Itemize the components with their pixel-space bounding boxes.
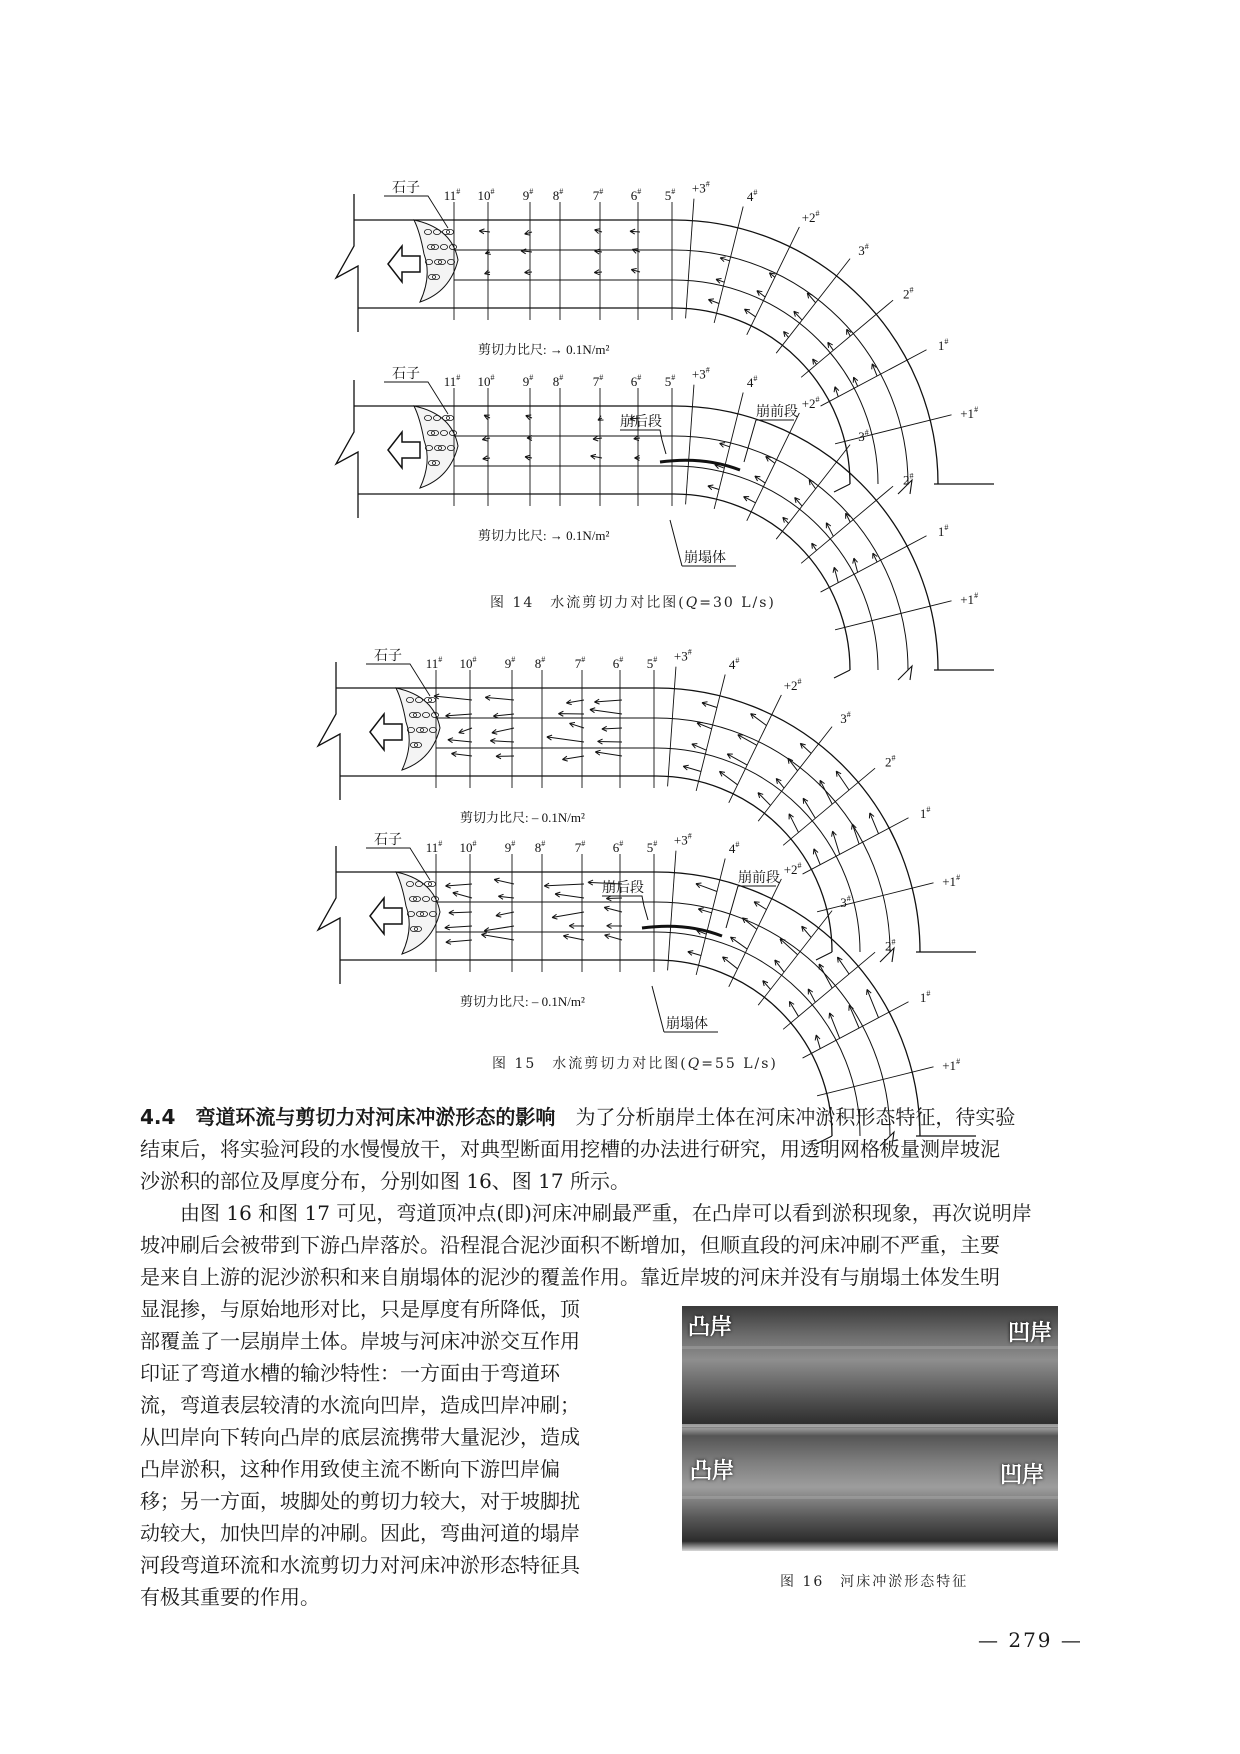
section-label: +2#: [783, 861, 802, 878]
section-line: [803, 818, 909, 874]
shear-arrow: [813, 849, 820, 865]
section-label: +3#: [673, 647, 692, 664]
figure-16-photo: [682, 1306, 1058, 1551]
shear-arrow: [434, 694, 472, 700]
section-label: 9#: [522, 373, 534, 389]
shear-arrow: [453, 892, 472, 898]
section-label: 7#: [592, 187, 604, 203]
shear-arrow: [445, 713, 472, 718]
section-label: +2#: [801, 395, 820, 412]
photo-label-convex-top: 凸岸: [688, 1315, 733, 1340]
shear-arrow: [789, 814, 798, 833]
section-label: 4#: [728, 839, 740, 856]
section-label: 6#: [612, 839, 624, 855]
section-label: 7#: [574, 839, 586, 855]
shear-arrow: [758, 793, 771, 806]
section-label: 7#: [592, 373, 604, 389]
section-label: 11#: [443, 187, 461, 203]
section-label: 2#: [885, 937, 896, 954]
section-line: [729, 695, 782, 803]
figure-14-caption: 图 14 水流剪切力对比图(Q=30 L/s): [490, 595, 776, 611]
section-line: [758, 727, 832, 822]
bend-arc: [656, 872, 920, 1136]
shear-arrow: [446, 939, 472, 944]
stone-label: 石子: [374, 649, 402, 664]
shear-arrow: [590, 708, 622, 714]
scale-label: 剪切力比尺: ‒ 0.1N/m²: [460, 994, 585, 1009]
shear-arrow: [836, 771, 849, 790]
section-label: 5#: [646, 655, 658, 671]
section-label: 2#: [903, 285, 914, 302]
section-label: 5#: [646, 839, 658, 855]
photo-label-concave-top: 凹岸: [1007, 1321, 1052, 1346]
section-label: 5#: [664, 187, 676, 203]
shear-arrow: [820, 780, 832, 804]
shear-arrow: [558, 711, 584, 716]
section-label: 2#: [885, 753, 896, 770]
para2-wrap-line-3: 印证了弯道水槽的输沙特性：一方面由于弯道环: [140, 1361, 560, 1385]
shear-arrow: [604, 906, 622, 912]
section-4-4-paragraph-2-wrap: [140, 1293, 660, 1613]
collapse-body-label: 崩塌体: [684, 551, 726, 566]
section-label: 2#: [903, 471, 914, 488]
para2-wrap-line-1: 显混掺，与原始地形对比，只是厚度有所降低，顶: [140, 1297, 580, 1321]
shear-arrow: [449, 910, 472, 915]
shear-arrow: [803, 798, 815, 818]
shear-arrow: [496, 912, 514, 917]
section-label: 11#: [443, 373, 461, 389]
section-label: 5#: [664, 373, 676, 389]
para1-line-3: 沙淤积的部位及厚度分布，分别如图 16、图 17 所示。: [140, 1169, 630, 1193]
shear-arrow: [448, 738, 472, 743]
section-line: [668, 851, 676, 971]
section-label: 1#: [937, 523, 949, 540]
section-label: 1#: [937, 337, 949, 354]
shear-arrow: [594, 699, 622, 704]
section-label: 10#: [477, 373, 495, 389]
shear-arrow: [451, 752, 472, 757]
shear-arrow: [547, 735, 584, 742]
shear-arrow: [566, 700, 584, 705]
section-4-4-paragraph-2: [140, 1197, 1100, 1293]
outlet-break: [816, 948, 894, 962]
shear-arrow: [605, 934, 622, 940]
collapse-after-label: 崩后段: [620, 415, 662, 430]
section-label: 8#: [534, 655, 546, 671]
collapse-before-label: 崩前段: [738, 871, 780, 886]
photo-label-convex-bottom: 凸岸: [690, 1459, 735, 1484]
section-label: 6#: [630, 187, 642, 203]
inflow-arrow: [370, 898, 402, 934]
section-label: +1#: [960, 404, 979, 421]
section-number: 4.4: [140, 1105, 176, 1129]
section-label: +3#: [691, 365, 710, 382]
shear-arrow: [485, 695, 514, 700]
section-label: 10#: [459, 655, 477, 671]
para2-wrap-line-6: 凸岸淤积，这种作用致使主流不断向下游凹岸偏: [140, 1457, 560, 1481]
section-label: 1#: [919, 805, 931, 822]
stone-label: 石子: [392, 181, 420, 196]
para2-wrap-line-7: 移；另一方面，坡脚处的剪切力较大，对于坡脚扰: [140, 1489, 580, 1513]
section-label: 3#: [840, 894, 851, 911]
shear-arrow: [563, 934, 584, 940]
shear-arrow: [802, 926, 811, 937]
section-label: +2#: [801, 209, 820, 226]
stone-label: 石子: [392, 367, 420, 382]
section-line: [668, 667, 676, 787]
section-label: 9#: [504, 655, 516, 671]
section-label: +3#: [673, 831, 692, 848]
shear-arrow: [775, 960, 784, 972]
section-label: 3#: [840, 710, 851, 727]
para2-wrap-line-2: 部覆盖了一层崩岸土体。岸坡与河床冲淤交互作用: [140, 1329, 580, 1353]
section-line: [729, 879, 782, 987]
section-label: 6#: [612, 655, 624, 671]
para2-wrap-line-10: 有极其重要的作用。: [140, 1585, 320, 1609]
para1-line-1: 为了分析崩岸土体在河床冲淤积形态特征，待实验: [575, 1105, 1016, 1129]
shear-arrow: [776, 778, 784, 788]
bend-arc: [656, 688, 920, 952]
collapse-after-label: 崩后段: [602, 881, 644, 896]
shear-arrow: [552, 912, 584, 919]
stone-label: 石子: [374, 833, 402, 848]
para1-line-2: 结束后，将实验河段的水慢慢放干，对典型断面用挖槽的办法进行研究，用透明网格板量测岸坡泥: [140, 1137, 1000, 1161]
section-line: [803, 1002, 909, 1058]
page-number: — 279 —: [978, 1628, 1083, 1652]
section-line: [783, 768, 875, 845]
shear-arrow: [808, 989, 815, 1002]
para2-line-3: 是来自上游的泥沙淤积和来自崩塌体的泥沙的覆盖作用。靠近岸坡的河床并没有与崩塌土体发生明: [140, 1265, 1000, 1289]
para2-line-1: 由图 16 和图 17 可见，弯道顶冲点(即)河床冲刷最严重，在凸岸可以看到淤积现象，再次说明岸: [180, 1201, 1032, 1225]
shear-arrow: [789, 1001, 798, 1016]
shear-arrow: [837, 957, 849, 974]
shear-arrow: [723, 957, 738, 969]
para2-wrap-line-9: 河段弯道环流和水流剪切力对河床冲淤形态特征具: [140, 1553, 580, 1577]
scale-label: 剪切力比尺: ‒ 0.1N/m²: [460, 810, 585, 825]
section-label: 10#: [477, 187, 495, 203]
shear-arrow: [544, 883, 584, 888]
shear-arrow: [692, 744, 707, 751]
section-label: 11#: [425, 655, 443, 671]
shear-arrow: [800, 743, 811, 753]
figure-16-caption: 图 16 河床冲淤形态特征: [780, 1574, 969, 1590]
section-label: +1#: [960, 590, 979, 607]
shear-arrow: [493, 713, 514, 718]
shear-arrow: [445, 925, 472, 930]
section-label: 4#: [746, 373, 758, 390]
para2-wrap-line-4: 流，弯道表层较清的水流向凹岸，造成凹岸冲刷；: [140, 1393, 580, 1417]
figure-15-caption: 图 15 水流剪切力对比图(Q=55 L/s): [492, 1056, 778, 1072]
shear-arrow: [815, 1035, 820, 1049]
section-label: 8#: [534, 839, 546, 855]
inflow-arrow: [370, 714, 402, 750]
shear-arrow: [446, 883, 472, 888]
section-label: 9#: [504, 839, 516, 855]
section-label: +3#: [691, 179, 710, 196]
section-label: 11#: [425, 839, 443, 855]
section-label: 8#: [552, 187, 564, 203]
shear-arrow: [867, 989, 879, 1017]
shear-arrow: [496, 754, 514, 759]
shear-arrow: [696, 883, 717, 891]
shear-arrow: [683, 765, 701, 771]
shear-arrow: [688, 951, 701, 956]
section-label: +1#: [942, 1056, 961, 1073]
scale-label: 剪切力比尺: → 0.1N/m²: [478, 528, 610, 543]
shear-arrow: [602, 726, 622, 731]
shear-arrow: [719, 771, 737, 784]
section-label: 3#: [858, 242, 869, 259]
shear-arrow: [819, 964, 832, 988]
shear-arrow: [727, 754, 747, 765]
shear-arrow: [492, 728, 514, 734]
shear-arrow: [751, 714, 767, 726]
shear-arrow: [481, 933, 514, 940]
section-4-4-paragraph-1: [140, 1101, 1100, 1197]
section-label: 3#: [858, 428, 869, 445]
shear-arrow: [829, 1013, 840, 1038]
section-label: 10#: [459, 839, 477, 855]
shear-arrow: [763, 981, 771, 990]
photo-label-concave-bottom: 凹岸: [999, 1463, 1044, 1488]
channel-break-line: [318, 846, 340, 984]
section-label: 6#: [630, 373, 642, 389]
section-label: 9#: [522, 187, 534, 203]
section-label: 4#: [728, 655, 740, 672]
shear-arrow: [555, 892, 584, 898]
shear-arrow: [598, 739, 622, 744]
shear-arrow: [490, 738, 514, 743]
section-label: +1#: [942, 872, 961, 889]
collapse-before-label: 崩前段: [756, 405, 798, 420]
para2-wrap-line-5: 从凹岸向下转向凸岸的底层流携带大量泥沙，造成: [140, 1425, 580, 1449]
shear-arrow: [494, 878, 514, 884]
section-label: 4#: [746, 187, 758, 204]
section-label: 1#: [919, 989, 931, 1006]
shear-arrow: [595, 750, 622, 756]
para2-wrap-line-8: 动较大，加快凹岸的冲刷。因此，弯曲河道的塌岸: [140, 1521, 580, 1545]
section-label: +2#: [783, 677, 802, 694]
shear-arrow: [702, 702, 717, 708]
collapse-body-label: 崩塌体: [666, 1017, 708, 1032]
shear-arrow: [869, 813, 878, 834]
section-title: 弯道环流与剪切力对河床冲淤形态的影响: [195, 1105, 556, 1129]
scale-label: 剪切力比尺: → 0.1N/m²: [478, 342, 610, 357]
shear-arrow: [780, 939, 798, 955]
section-label: 7#: [574, 655, 586, 671]
channel-break-line: [318, 662, 340, 800]
section-label: 8#: [552, 373, 564, 389]
para2-line-2: 坡冲刷后会被带到下游凸岸落於。沿程混合泥沙面积不断增加，但顺直段的河床冲刷不严重，主要: [140, 1233, 1000, 1257]
shear-arrow: [562, 756, 584, 761]
shear-arrow: [754, 902, 766, 910]
